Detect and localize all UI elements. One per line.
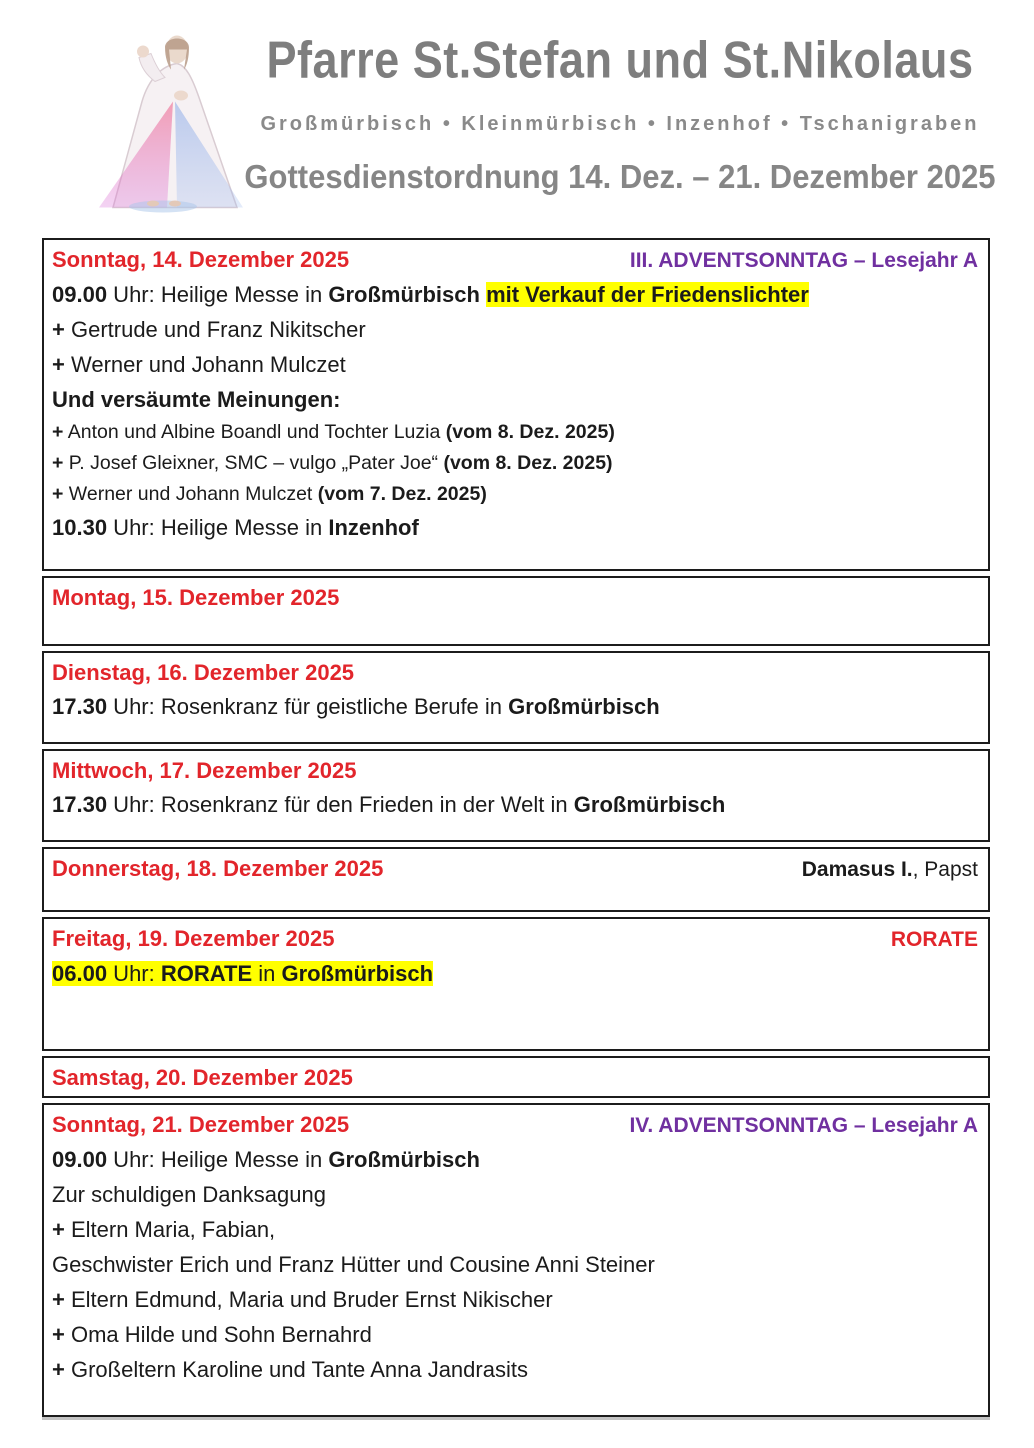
schedule-line: + P. Josef Gleixner, SMC – vulgo „Pater Joe“ (vom 8. Dez. 2025) xyxy=(52,452,613,474)
day-header xyxy=(52,243,978,277)
schedule-table xyxy=(42,238,990,1417)
section-right-label: RORATE xyxy=(890,928,978,951)
day-header xyxy=(52,852,978,886)
day-section xyxy=(42,1103,990,1417)
schedule-line: Und versäumte Meinungen: xyxy=(52,387,341,412)
section-date: Mittwoch, 17. Dezember 2025 xyxy=(52,758,357,783)
schedule-line: 17.30 Uhr: Rosenkranz für den Frieden in der Welt in Großmürbisch xyxy=(52,792,726,817)
schedule-line: + Eltern Edmund, Maria und Bruder Ernst Nikischer xyxy=(52,1287,553,1312)
section-right-label: IV. ADVENTSONNTAG – Lesejahr A xyxy=(629,1114,978,1137)
schedule-line: Zur schuldigen Danksagung xyxy=(52,1182,326,1207)
day-header xyxy=(52,922,978,956)
section-date: Dienstag, 16. Dezember 2025 xyxy=(52,660,355,685)
section-date: Samstag, 20. Dezember 2025 xyxy=(52,1065,353,1090)
schedule-line: 06.00 Uhr: RORATE in Großmürbisch xyxy=(52,961,434,986)
day-header xyxy=(52,1061,978,1094)
section-date: Freitag, 19. Dezember 2025 xyxy=(52,926,335,951)
day-section xyxy=(42,238,990,571)
schedule-line: 17.30 Uhr: Rosenkranz für geistliche Berufe in Großmürbisch xyxy=(52,694,660,719)
schedule-line: + Gertrude und Franz Nikitscher xyxy=(52,317,366,342)
schedule-line: + Oma Hilde und Sohn Bernahrd xyxy=(52,1322,372,1347)
schedule-line: 09.00 Uhr: Heilige Messe in Großmürbisch xyxy=(52,1147,480,1172)
day-section xyxy=(42,847,990,912)
header xyxy=(0,0,1034,236)
day-header xyxy=(52,656,978,689)
day-section xyxy=(42,1056,990,1098)
day-section xyxy=(42,917,990,1051)
section-right-label: III. ADVENTSONNTAG – Lesejahr A xyxy=(629,249,978,272)
day-section xyxy=(42,651,990,744)
schedule-line: + Anton und Albine Boandl und Tochter Luzia (vom 8. Dez. 2025) xyxy=(52,421,615,443)
schedule-line: + Eltern Maria, Fabian, xyxy=(52,1217,276,1242)
section-date: Sonntag, 21. Dezember 2025 xyxy=(52,1112,350,1137)
schedule-line: + Werner und Johann Mulczet (vom 7. Dez. 2025) xyxy=(52,483,487,505)
title-block xyxy=(222,0,1018,194)
page-title: Pfarre St.Stefan und St.Nikolaus xyxy=(266,30,974,89)
day-section xyxy=(42,749,990,842)
schedule-line: 09.00 Uhr: Heilige Messe in Großmürbisch mit Verkauf der Friedenslichter xyxy=(52,282,809,307)
section-date: Montag, 15. Dezember 2025 xyxy=(52,585,340,610)
divine-mercy-jesus-image xyxy=(85,28,245,216)
schedule-period-title: Gottesdienstordnung 14. Dez. – 21. Dezember 2025 xyxy=(244,157,996,196)
section-date: Donnerstag, 18. Dezember 2025 xyxy=(52,856,384,881)
section-right-label: Damasus I., Papst xyxy=(801,858,978,881)
day-header xyxy=(52,754,978,787)
day-header xyxy=(52,1108,978,1142)
schedule-line: Geschwister Erich und Franz Hütter und Cousine Anni Steiner xyxy=(52,1252,655,1277)
parish-villages-subtitle: Großmürbisch • Kleinmürbisch • Inzenhof • Tschanigraben xyxy=(260,112,980,135)
day-header xyxy=(52,581,978,614)
schedule-line: 10.30 Uhr: Heilige Messe in Inzenhof xyxy=(52,515,419,540)
section-date: Sonntag, 14. Dezember 2025 xyxy=(52,247,350,272)
schedule-line: + Werner und Johann Mulczet xyxy=(52,352,346,377)
schedule-line: + Großeltern Karoline und Tante Anna Jandrasits xyxy=(52,1357,528,1382)
day-section xyxy=(42,576,990,646)
